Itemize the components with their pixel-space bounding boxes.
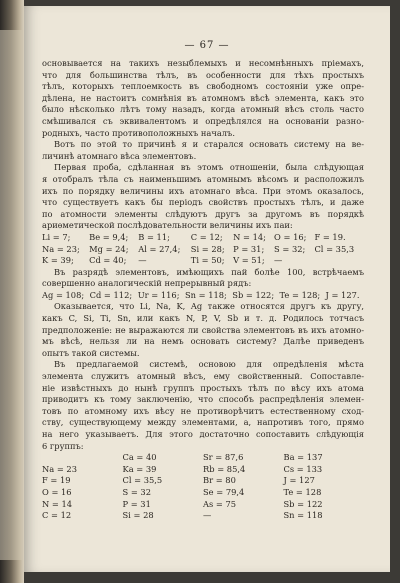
text-line: ству, существующему между элементами, а, напротивъ того, прямо xyxy=(42,417,364,428)
table-cell: Ti = 50; xyxy=(190,255,225,266)
table-cell: Mg = 24; xyxy=(89,243,129,254)
table-cell: S = 32 xyxy=(122,486,151,497)
table-cell: As = 75 xyxy=(203,498,237,509)
element-groups-table xyxy=(42,452,364,522)
text-line: я отобралъ тѣла съ наименьшимъ атомнымъ вѣсомъ и расположилъ xyxy=(42,173,364,184)
table-row xyxy=(42,452,364,464)
text-line: Оказывается, что Li, Na, K, Ag также относятся другъ къ другу, xyxy=(54,301,364,312)
text-line: личинѣ атомнаго вѣса элементовъ. xyxy=(42,150,197,161)
paragraph-system xyxy=(42,359,364,452)
table-row xyxy=(42,475,364,487)
previous-page-edge xyxy=(0,30,22,560)
table-cell: — xyxy=(274,255,283,266)
text-line: дѣлена, не настоитъ сомнѣнія въ атомномъ вѣсѣ элемента, какъ это xyxy=(42,92,364,103)
book-page xyxy=(24,6,390,572)
table-cell: Ag = 108; xyxy=(42,289,85,300)
table-cell: Ba = 137 xyxy=(283,452,323,463)
text-line: ихъ по порядку величины ихъ атомнаго вѣса. При этомъ оказалось, xyxy=(42,185,364,196)
text-line: основывается на такихъ незыблемыхъ и несомнѣнныхъ пріемахъ, xyxy=(42,58,364,68)
table-cell: F = 19. xyxy=(314,231,346,242)
table-cell: Cs = 133 xyxy=(283,463,323,474)
table-cell: P = 31 xyxy=(122,498,151,509)
table-cell: Li = 7; xyxy=(42,231,71,242)
table-cell: Al = 27,4; xyxy=(138,243,181,254)
table-row xyxy=(42,290,364,302)
text-line: что существуетъ какъ бы періодъ свойствъ простыхъ тѣлъ, и даже xyxy=(42,197,364,208)
table-cell: Se = 79,4 xyxy=(203,486,245,497)
text-line: родныхъ, часто противоположныхъ началъ. xyxy=(42,127,235,138)
text-line: ариѳметической послѣдовательности величины ихъ паи: xyxy=(42,220,293,231)
text-line: предположеніе: не выражаются ли свойства элементовъ въ ихъ атомно- xyxy=(42,324,364,335)
table-cell: Sb = 122; xyxy=(232,289,275,300)
table-cell: Ur = 116; xyxy=(137,289,180,300)
paragraph-reason xyxy=(42,139,364,162)
table-cell xyxy=(314,255,364,267)
table-cell: C = 12; xyxy=(190,231,223,242)
table-cell: N = 14; xyxy=(233,231,266,242)
table-cell: Ka = 39 xyxy=(122,463,157,474)
table-cell: O = 16 xyxy=(42,486,72,497)
table-cell: O = 16; xyxy=(274,231,307,242)
text-line: товъ по атомному ихъ вѣсу не противорѣчитъ естественному сход- xyxy=(42,405,364,416)
table-cell: Cd = 112; xyxy=(89,289,133,300)
table-row xyxy=(42,244,364,256)
paragraph-heavy-series xyxy=(42,267,364,290)
table-cell: N = 14 xyxy=(42,498,73,509)
table-cell: Be = 9,4; xyxy=(89,231,129,242)
table-cell: Te = 128; xyxy=(279,289,321,300)
table-cell: Na = 23 xyxy=(42,463,77,474)
table-row xyxy=(42,232,364,244)
table-cell: B = 11; xyxy=(138,231,170,242)
text-line: совершенно аналогическій непрерывный рядъ: xyxy=(42,278,252,289)
text-line: Въ предлагаемой системѣ, основою для опредѣленія мѣста xyxy=(54,359,364,370)
page-number: — 67 — xyxy=(184,40,230,51)
table-cell: — xyxy=(203,510,212,521)
table-cell: Cd = 40; xyxy=(89,255,127,266)
text-line: приводитъ къ тому заключенію, что способъ распредѣленія элемен- xyxy=(42,394,364,405)
page-body xyxy=(42,58,364,522)
table-row xyxy=(42,464,364,476)
heavy-elements-row xyxy=(42,290,364,302)
text-line: было нѣсколько лѣтъ тому назадъ, когда атомный вѣсъ столь часто xyxy=(42,104,364,115)
text-line: мъ вѣсѣ, нельзя ли на немъ основать систему? Далѣе приведенъ xyxy=(42,336,364,347)
table-cell: V = 51; xyxy=(233,255,265,266)
table-cell: P = 31; xyxy=(233,243,265,254)
table-cell: Br = 80 xyxy=(203,475,236,486)
text-line: Въ разрядѣ элементовъ, имѣющихъ пай болѣе 100, встрѣчаемъ xyxy=(54,266,364,277)
table-row xyxy=(42,255,364,267)
table-cell: Rb = 85,4 xyxy=(203,463,246,474)
table-cell: Sn = 118 xyxy=(283,510,323,521)
table-cell: Sr = 87,6 xyxy=(203,452,244,463)
text-line: смѣшивался съ эквивалентомъ и опредѣлялся на основаніи разно- xyxy=(42,115,364,126)
table-row xyxy=(42,487,364,499)
text-line: ніе извѣстныхъ до нынѣ группъ простыхъ тѣлъ по вѣсу ихъ атома xyxy=(42,382,364,393)
table-cell: Si = 28 xyxy=(122,510,154,521)
text-line: что для большинства тѣлъ, въ особенности для тѣхъ простыхъ xyxy=(42,69,364,80)
table-cell: Sb = 122 xyxy=(283,498,323,509)
table-cell: F = 19 xyxy=(42,475,71,486)
text-line: Первая проба, сдѣланная въ этомъ отношеніи, была слѣдующая xyxy=(54,162,364,173)
paragraph-intro xyxy=(42,58,364,139)
table-cell: Si = 28; xyxy=(190,243,225,254)
table-cell: J = 127. xyxy=(325,289,360,300)
paragraph-first-trial xyxy=(42,162,364,232)
table-cell: Cl = 35,3 xyxy=(314,243,355,254)
text-line: тѣлъ, которыхъ теплоемкость въ свободномъ состояніи уже опре- xyxy=(42,81,364,92)
table-cell: J = 127 xyxy=(283,475,315,486)
table-cell: Cl = 35,5 xyxy=(122,475,163,486)
table-cell: K = 39; xyxy=(42,255,74,266)
table-cell: Ca = 40 xyxy=(122,452,157,463)
table-cell: Te = 128 xyxy=(283,486,322,497)
text-line: опытъ такой системы. xyxy=(42,347,140,358)
table-row xyxy=(42,510,364,522)
text-line: 6 группъ: xyxy=(42,440,84,451)
light-elements-table xyxy=(42,232,364,267)
table-row xyxy=(42,499,364,511)
paragraph-analogy xyxy=(42,301,364,359)
text-line: элемента служитъ атомный вѣсъ, ему свойственный. Сопоставле- xyxy=(42,371,364,382)
text-line: по атомности элементы слѣдуютъ другъ за другомъ въ порядкѣ xyxy=(42,208,364,219)
table-cell: — xyxy=(138,255,147,266)
text-line: Вотъ по этой то причинѣ я и старался основать систему на ве- xyxy=(54,139,364,150)
table-cell: Na = 23; xyxy=(42,243,80,254)
table-cell xyxy=(42,452,123,464)
table-cell: S = 32; xyxy=(274,243,306,254)
table-cell: Sn = 118; xyxy=(184,289,227,300)
table-cell: C = 12 xyxy=(42,510,72,521)
text-line: на него указываетъ. Для этого достаточно сопоставить слѣдующія xyxy=(42,429,364,439)
text-line: какъ C, Si, Ti, Sn, или какъ N, P, V, Sb и т. д. Родилось тотчасъ xyxy=(42,313,364,324)
